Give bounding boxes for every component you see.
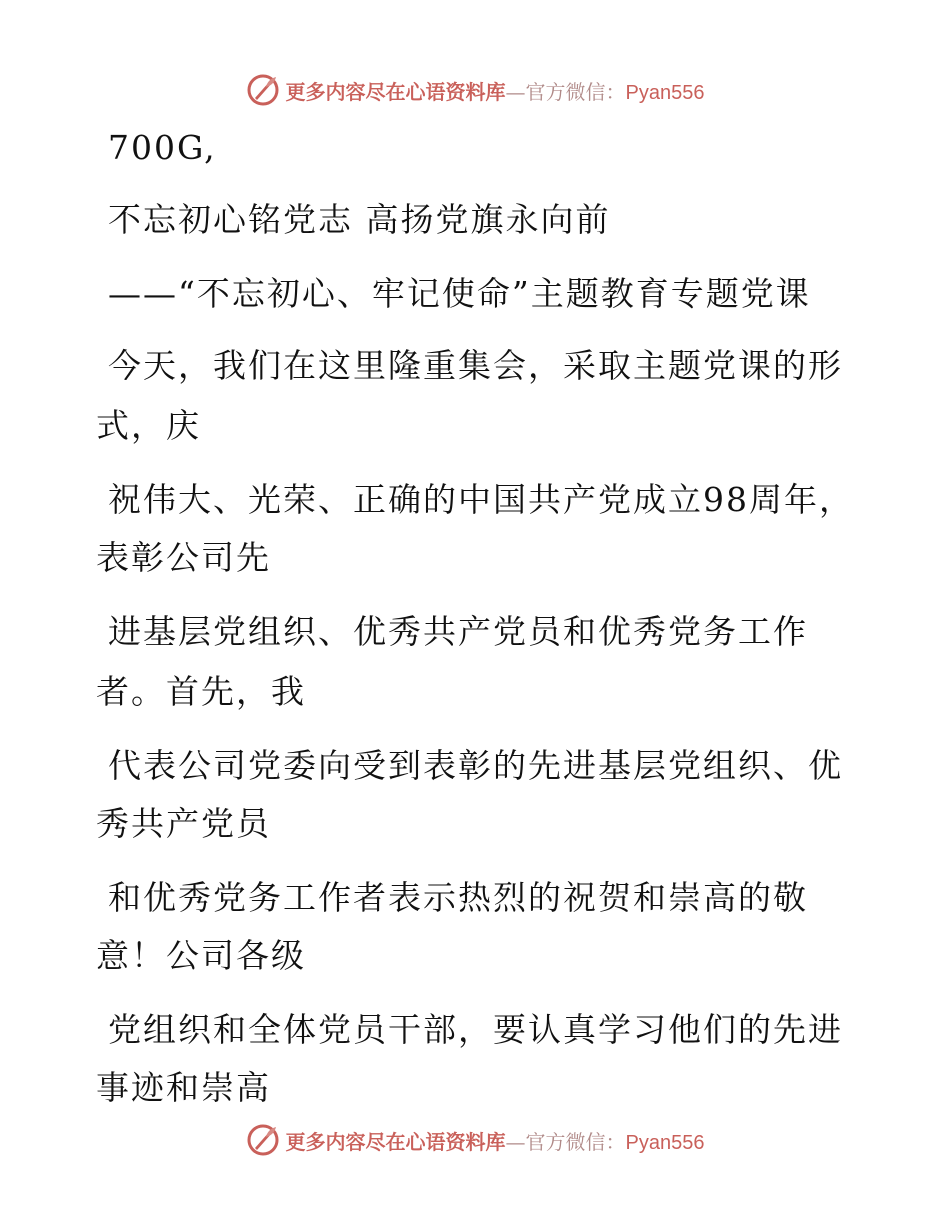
watermark-text <box>286 1126 705 1155</box>
header-watermark <box>0 70 950 110</box>
text-line-6: 祝伟大、光荣、正确的中国共产党成立98周年， <box>108 480 854 519</box>
text-line-10: 代表公司党委向受到表彰的先进基层党组织、优 <box>108 746 843 785</box>
text-line-1: 700G, <box>108 128 217 167</box>
watermark-wechat-label: —官方微信： <box>505 1129 626 1154</box>
document-subtitle: ——“不忘初心、牢记使命”主题教育专题党课 <box>108 274 811 313</box>
watermark-library-name: 更多内容尽在心语资料库 <box>285 79 506 104</box>
footer-watermark <box>0 1120 950 1160</box>
quill-logo-icon <box>246 1123 280 1157</box>
document-title: 不忘初心铭党志 高扬党旗永向前 <box>108 200 611 239</box>
watermark-wechat-label: —官方微信： <box>505 79 626 104</box>
text-line-13: 意！公司各级 <box>96 936 306 975</box>
watermark-text <box>286 76 705 105</box>
text-line-12: 和优秀党务工作者表示热烈的祝贺和崇高的敬 <box>108 878 808 917</box>
text-line-15: 事迹和崇高 <box>96 1068 271 1107</box>
text-line-7: 表彰公司先 <box>96 538 271 577</box>
quill-logo-icon <box>246 73 280 107</box>
watermark-wechat-id: Pyan556 <box>625 81 705 104</box>
text-line-9: 者。首先，我 <box>96 672 306 711</box>
text-line-4: 今天，我们在这里隆重集会，采取主题党课的形 <box>108 346 843 385</box>
text-line-11: 秀共产党员 <box>96 804 271 843</box>
text-line-5: 式，庆 <box>96 406 201 445</box>
text-line-8: 进基层党组织、优秀共产党员和优秀党务工作 <box>108 612 808 651</box>
watermark-wechat-id: Pyan556 <box>625 1131 705 1154</box>
text-line-14: 党组织和全体党员干部，要认真学习他们的先进 <box>108 1010 843 1049</box>
watermark-library-name: 更多内容尽在心语资料库 <box>285 1129 506 1154</box>
